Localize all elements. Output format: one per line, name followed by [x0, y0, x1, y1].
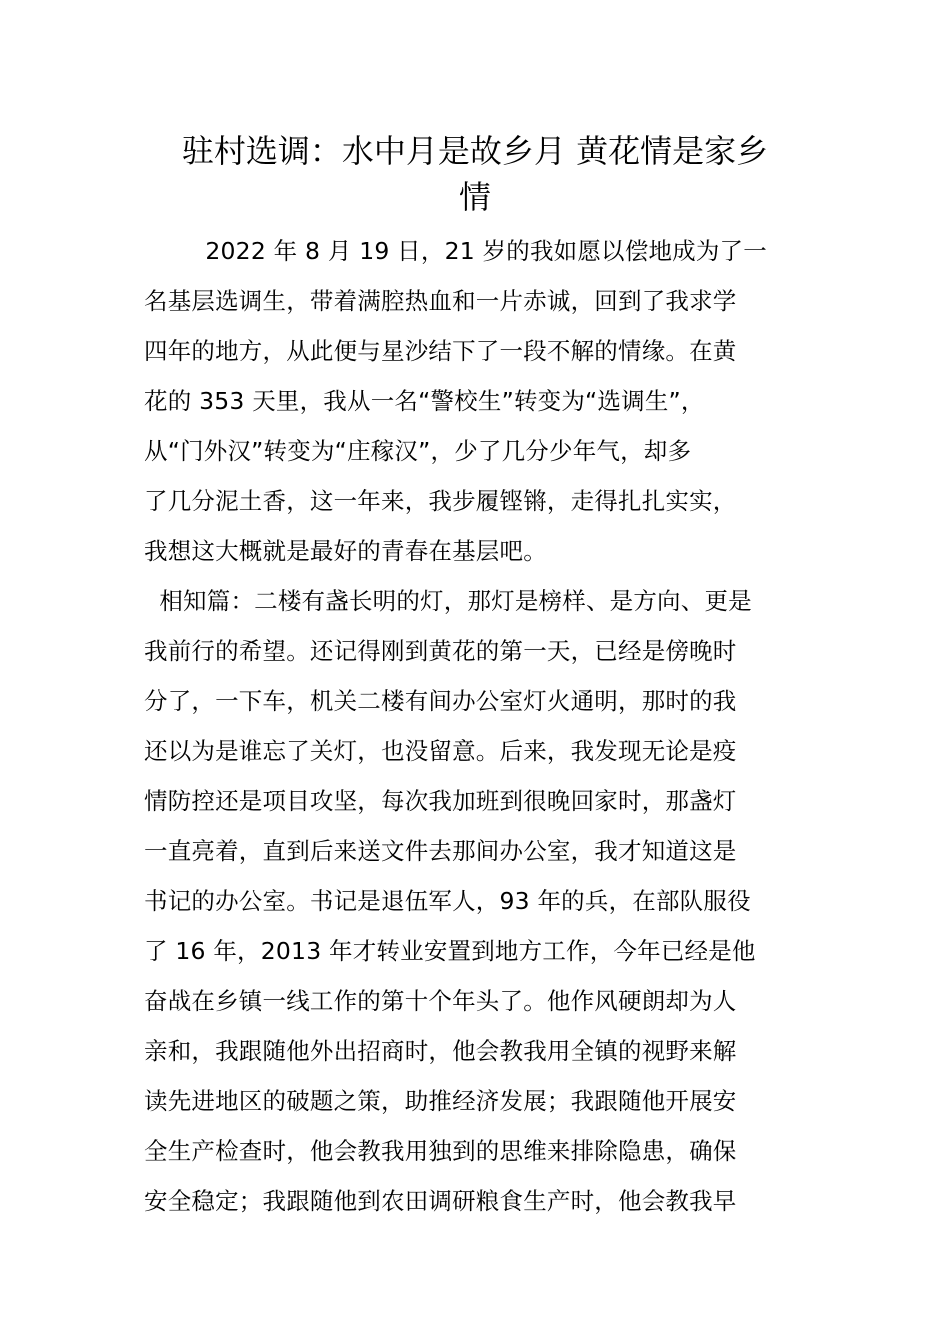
body-line: 2022 年 8 月 19 日，21 岁的我如愿以偿地成为了一 [144, 237, 767, 265]
body-line: 了几分泥土香，这一年来，我步履铿锵，走得扎扎实实， [144, 487, 737, 515]
body-line: 还以为是谁忘了关灯，也没留意。后来，我发现无论是疫 [144, 737, 737, 765]
body-line: 读先进地区的破题之策，助推经济发展；我跟随他开展安 [144, 1087, 737, 1115]
title-line-1: 驻村选调：水中月是故乡月 黄花情是家乡 [181, 132, 769, 170]
body-line: 相知篇：二楼有盏长明的灯，那灯是榜样、是方向、更是 [144, 587, 752, 615]
body-line: 安全稳定；我跟随他到农田调研粮食生产时，他会教我早 [144, 1187, 737, 1215]
body-line: 一直亮着，直到后来送文件去那间办公室，我才知道这是 [144, 837, 737, 865]
body-line: 我想这大概就是最好的青春在基层吧。 [144, 537, 547, 565]
body-line: 奋战在乡镇一线工作的第十个年头了。他作风硬朗却为人 [144, 987, 737, 1015]
body-line: 情防控还是项目攻坚，每次我加班到很晚回家时，那盏灯 [144, 787, 737, 815]
title-line-2: 情 [458, 178, 491, 216]
body-line: 了 16 年，2013 年才转业安置到地方工作，今年已经是他 [144, 937, 756, 965]
body-line: 从“门外汉”转变为“庄稼汉”，少了几分少年气，却多 [144, 437, 692, 465]
document-title [140, 128, 810, 220]
body-line: 四年的地方，从此便与星沙结下了一段不解的情缘。在黄 [144, 337, 737, 365]
body-line: 花的 353 天里，我从一名“警校生”转变为“选调生”， [144, 387, 705, 415]
body-line: 我前行的希望。还记得刚到黄花的第一天，已经是傍晚时 [144, 637, 737, 665]
body-line: 分了，一下车，机关二楼有间办公室灯火通明，那时的我 [144, 687, 737, 715]
body-line: 全生产检查时，他会教我用独到的思维来排除隐患，确保 [144, 1137, 737, 1165]
document-body [144, 226, 808, 1226]
body-line: 名基层选调生，带着满腔热血和一片赤诚，回到了我求学 [144, 287, 737, 315]
body-line: 书记的办公室。书记是退伍军人，93 年的兵，在部队服役 [144, 887, 751, 915]
body-line: 亲和，我跟随他外出招商时，他会教我用全镇的视野来解 [144, 1037, 737, 1065]
